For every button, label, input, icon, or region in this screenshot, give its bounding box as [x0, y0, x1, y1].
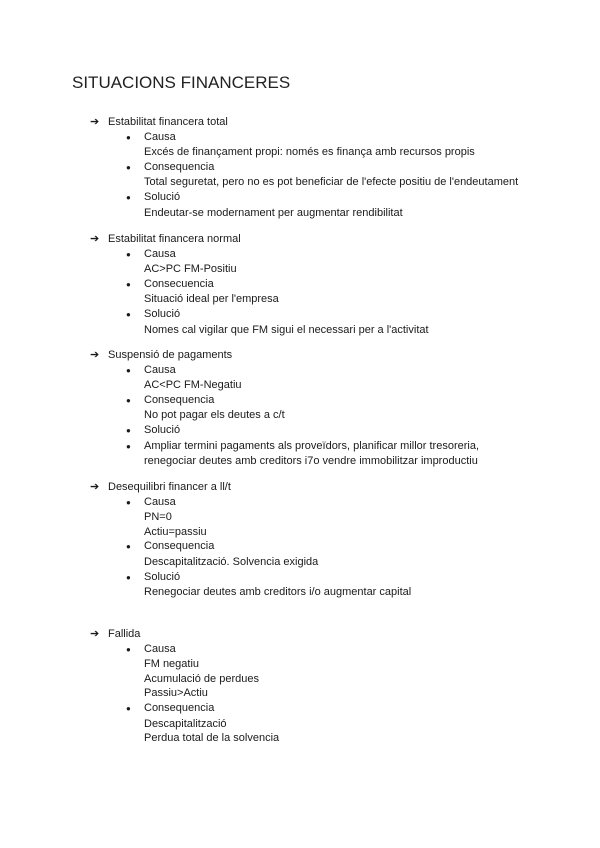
section-desequilibri-financer: [90, 480, 411, 600]
page-title: SITUACIONS FINANCERES: [72, 73, 291, 92]
item-detail: Descapitalització. Solvencia exigida: [144, 555, 319, 568]
section-heading: [90, 627, 279, 642]
list-item: [126, 423, 479, 439]
arrow-icon: ➔: [90, 233, 100, 245]
list-item: [126, 307, 429, 337]
item-detail: Total seguretat, pero no es pot beneficiar de l'efecte positiu de l'endeutament: [144, 176, 519, 189]
item-label: Consecuencia: [144, 277, 214, 290]
bullet-icon: ●: [126, 162, 131, 172]
bullet-icon: ●: [126, 703, 131, 713]
item-detail: Acumulació de perdues: [144, 672, 259, 685]
bullet-icon: ●: [126, 192, 131, 202]
item-detail: AC>PC FM-Positiu: [144, 263, 237, 276]
section-suspensio-pagaments: [90, 348, 479, 469]
bullet-icon: ●: [126, 395, 131, 405]
section-heading: [90, 115, 518, 130]
item-label: Solució: [144, 307, 181, 320]
section-estabilitat-normal: [90, 232, 429, 337]
item-label: Causa: [144, 130, 176, 143]
item-detail: Renegociar deutes amb creditors i/o augmentar capital: [144, 586, 412, 599]
item-label: Causa: [144, 363, 176, 376]
section-estabilitat-total: [90, 115, 518, 220]
item-label: Causa: [144, 247, 176, 260]
item-label: Consequencia: [144, 393, 215, 406]
item-detail: Nomes cal vigilar que FM sigui el necessari per a l'activitat: [144, 323, 429, 336]
item-detail: Situació ideal per l'empresa: [144, 293, 279, 306]
list-item: [126, 701, 279, 746]
arrow-icon: ➔: [90, 116, 100, 128]
list-item: [126, 539, 411, 569]
bullet-icon: ●: [126, 542, 131, 552]
item-label: Consequencia: [144, 160, 215, 173]
item-detail: renegociar deutes amb creditors i7o vendre immobilitzar improductiu: [144, 455, 478, 468]
list-item: [126, 439, 479, 469]
item-detail: PN=0: [144, 511, 172, 524]
section-heading-text: Estabilitat financera normal: [108, 233, 241, 245]
arrow-icon: ➔: [90, 628, 100, 640]
section-heading: [90, 348, 479, 363]
bullet-icon: ●: [126, 309, 131, 319]
item-detail: FM negatiu: [144, 658, 200, 671]
bullet-icon: ●: [126, 441, 131, 451]
section-heading: [90, 232, 429, 247]
list-item: [126, 130, 518, 160]
item-label: Consequencia: [144, 540, 215, 553]
item-detail: Endeutar-se modernament per augmentar rendibilitat: [144, 206, 403, 219]
section-heading: [90, 480, 411, 495]
arrow-icon: ➔: [90, 349, 100, 361]
list-item: [126, 190, 518, 220]
item-detail: Perdua total de la solvencia: [144, 732, 280, 745]
item-label: Causa: [144, 642, 176, 655]
section-heading-text: Desequilibri financer a ll/t: [108, 481, 231, 493]
item-detail: Excés de finançament propi: només es finança amb recursos propis: [144, 146, 475, 159]
item-detail: Actiu=passiu: [144, 525, 207, 538]
section-heading-text: Estabilitat financera total: [108, 116, 228, 128]
bullet-icon: ●: [126, 132, 131, 142]
item-label: Solució: [144, 190, 181, 203]
item-detail: AC<PC FM-Negatiu: [144, 379, 242, 392]
list-item: [126, 393, 479, 423]
list-item: [126, 570, 411, 600]
list-item: [126, 495, 411, 540]
list-item: [126, 247, 429, 277]
section-heading-text: Fallida: [108, 628, 141, 640]
bullet-icon: ●: [126, 497, 131, 507]
list-item: [126, 160, 518, 190]
item-detail: No pot pagar els deutes a c/t: [144, 409, 285, 422]
bullet-icon: ●: [126, 279, 131, 289]
bullet-icon: ●: [126, 572, 131, 582]
bullet-icon: ●: [126, 365, 131, 375]
section-heading-text: Suspensió de pagaments: [108, 349, 233, 361]
item-label: Solució: [144, 423, 181, 436]
list-item: [126, 363, 479, 393]
item-label: Causa: [144, 495, 176, 508]
arrow-icon: ➔: [90, 481, 100, 493]
list-item: [126, 642, 279, 701]
item-detail: Descapitalització: [144, 717, 227, 730]
section-fallida: [90, 627, 279, 746]
item-label: Ampliar termini pagaments als proveïdors, planificar millor tresoreria,: [144, 439, 480, 452]
item-detail: Passiu>Actiu: [144, 687, 208, 700]
item-label: Consequencia: [144, 701, 215, 714]
bullet-icon: ●: [126, 425, 131, 435]
bullet-icon: ●: [126, 249, 131, 259]
item-label: Solució: [144, 570, 181, 583]
list-item: [126, 277, 429, 307]
bullet-icon: ●: [126, 644, 131, 654]
